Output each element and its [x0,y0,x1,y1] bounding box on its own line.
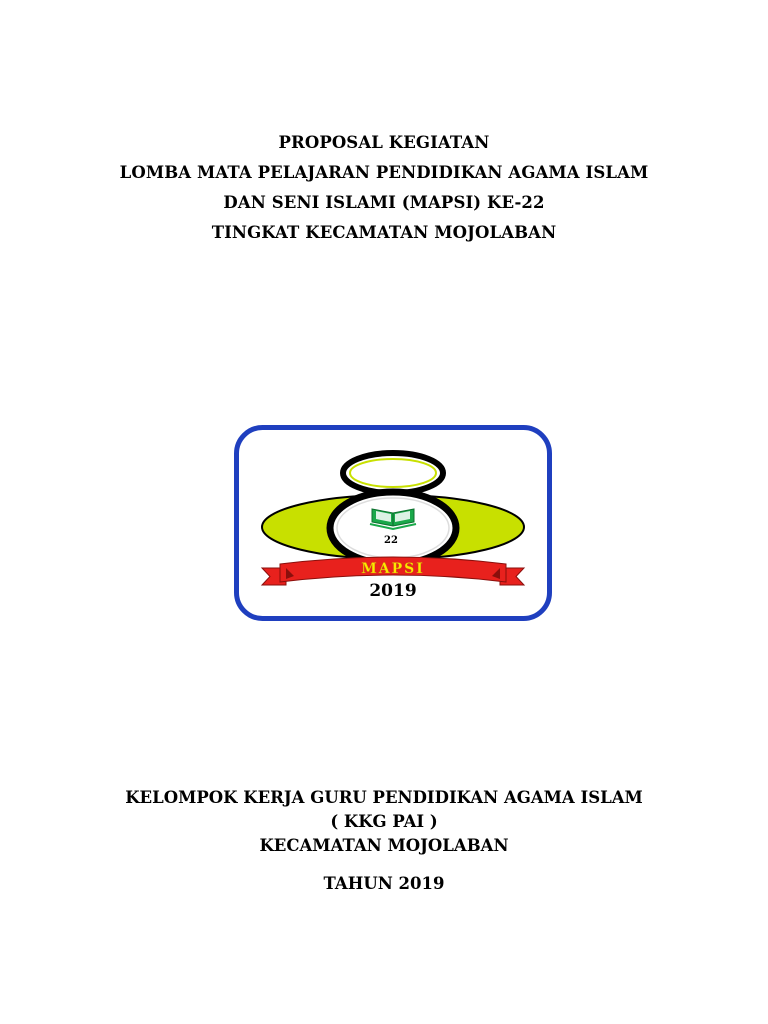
title-line-event: LOMBA MATA PELAJARAN PENDIDIKAN AGAMA ISLAM [119,163,649,182]
organizer-abbreviation: ( KKG PAI ) [330,812,438,831]
document-title-block [0,128,768,248]
organizer-block [0,786,768,858]
logo-upper-ring-inner [350,459,436,487]
document-year: TAHUN 2019 [323,874,445,893]
title-line-edition: DAN SENI ISLAMI (MAPSI) KE-22 [223,193,545,212]
logo-edition-number: 22 [384,535,398,546]
mapsi-banner-text: MAPSI [361,561,425,577]
mapsi-logo [234,425,552,621]
title-line-proposal: PROPOSAL KEGIATAN [278,133,490,152]
logo-year: 2019 [369,581,417,601]
organizer-district: KECAMATAN MOJOLABAN [259,836,509,855]
title-line-level: TINGKAT KECAMATAN MOJOLABAN [211,223,557,242]
organizer-name: KELOMPOK KERJA GURU PENDIDIKAN AGAMA ISLAM [125,788,643,807]
